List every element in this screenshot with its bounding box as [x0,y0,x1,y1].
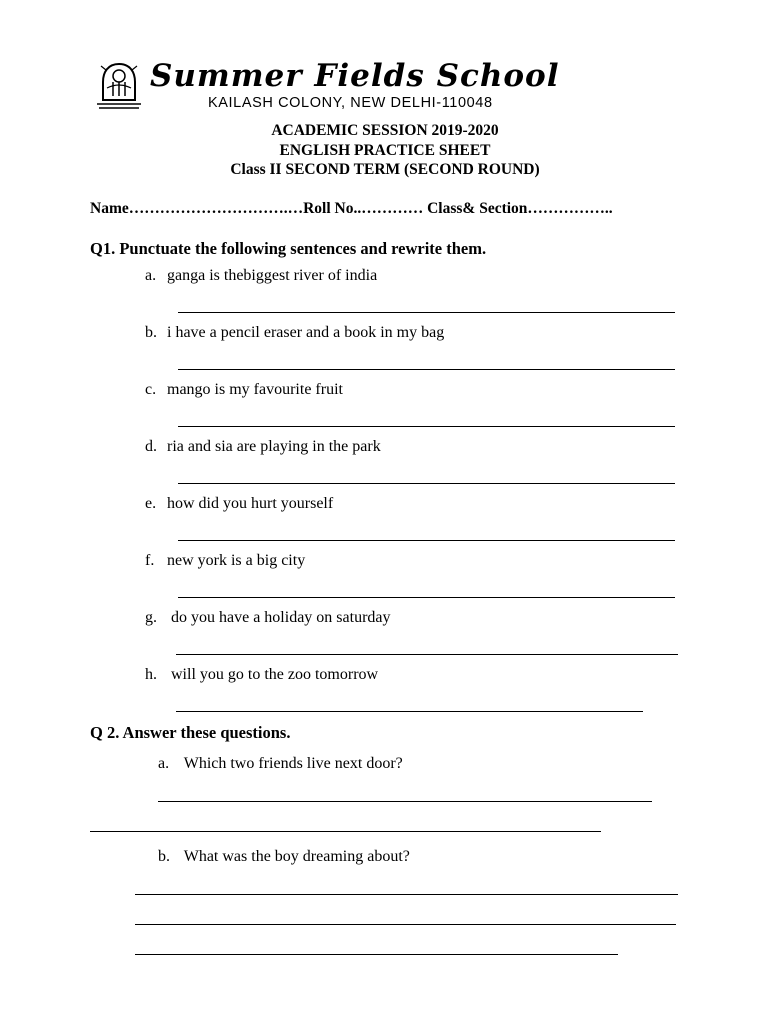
question-1-title: Q1. Punctuate the following sentences and rewrite them. [90,239,487,258]
answer-line[interactable] [158,801,652,802]
list-item [145,666,378,684]
list-item [145,552,305,570]
item-text: mango is my favourite fruit [167,381,343,398]
answer-line[interactable] [178,483,675,484]
class-term-title: Class II SECOND TERM (SECOND ROUND) [230,161,540,178]
question-2-title: Q 2. Answer these questions. [90,723,291,742]
item-marker: d. [145,438,157,455]
list-item [158,755,403,773]
school-logo [93,60,145,112]
subject-title: ENGLISH PRACTICE SHEET [279,142,491,159]
item-text: ganga is thebiggest river of india [167,267,378,284]
item-marker: h. [145,666,157,683]
answer-line[interactable] [178,426,675,427]
list-item [145,609,391,627]
answer-line[interactable] [176,711,643,712]
answer-line[interactable] [176,654,678,655]
item-text: ria and sia are playing in the park [167,438,381,455]
item-marker: f. [145,552,155,569]
student-info-line: Name………………………….…Roll No..………… Class& Section…………….. [90,200,613,217]
list-item [145,324,444,342]
item-text: What was the boy dreaming about? [180,848,410,865]
list-item [158,848,410,866]
item-marker: e. [145,495,157,512]
school-address: KAILASH COLONY, NEW DELHI-110048 [208,95,493,111]
list-item [145,495,333,513]
answer-line[interactable] [178,312,675,313]
item-text: i have a pencil eraser and a book in my bag [167,324,445,341]
answer-line[interactable] [178,540,675,541]
list-item [145,267,377,285]
item-marker: a. [145,267,157,284]
item-text: how did you hurt yourself [167,495,334,512]
item-marker: a. [158,755,170,772]
item-marker: b. [158,848,170,865]
answer-line[interactable] [135,954,618,955]
answer-line[interactable] [90,831,601,832]
school-name: Summer Fields School [150,58,560,94]
item-marker: c. [145,381,157,398]
answer-line[interactable] [135,894,678,895]
list-item [145,438,381,456]
item-text: will you go to the zoo tomorrow [167,666,379,683]
answer-line[interactable] [135,924,676,925]
list-item [145,381,343,399]
session-title: ACADEMIC SESSION 2019-2020 [271,122,499,139]
item-marker: g. [145,609,157,626]
answer-line[interactable] [178,369,675,370]
item-marker: b. [145,324,157,341]
item-text: new york is a big city [167,552,306,569]
answer-line[interactable] [178,597,675,598]
item-text: do you have a holiday on saturday [167,609,391,626]
item-text: Which two friends live next door? [180,755,403,772]
